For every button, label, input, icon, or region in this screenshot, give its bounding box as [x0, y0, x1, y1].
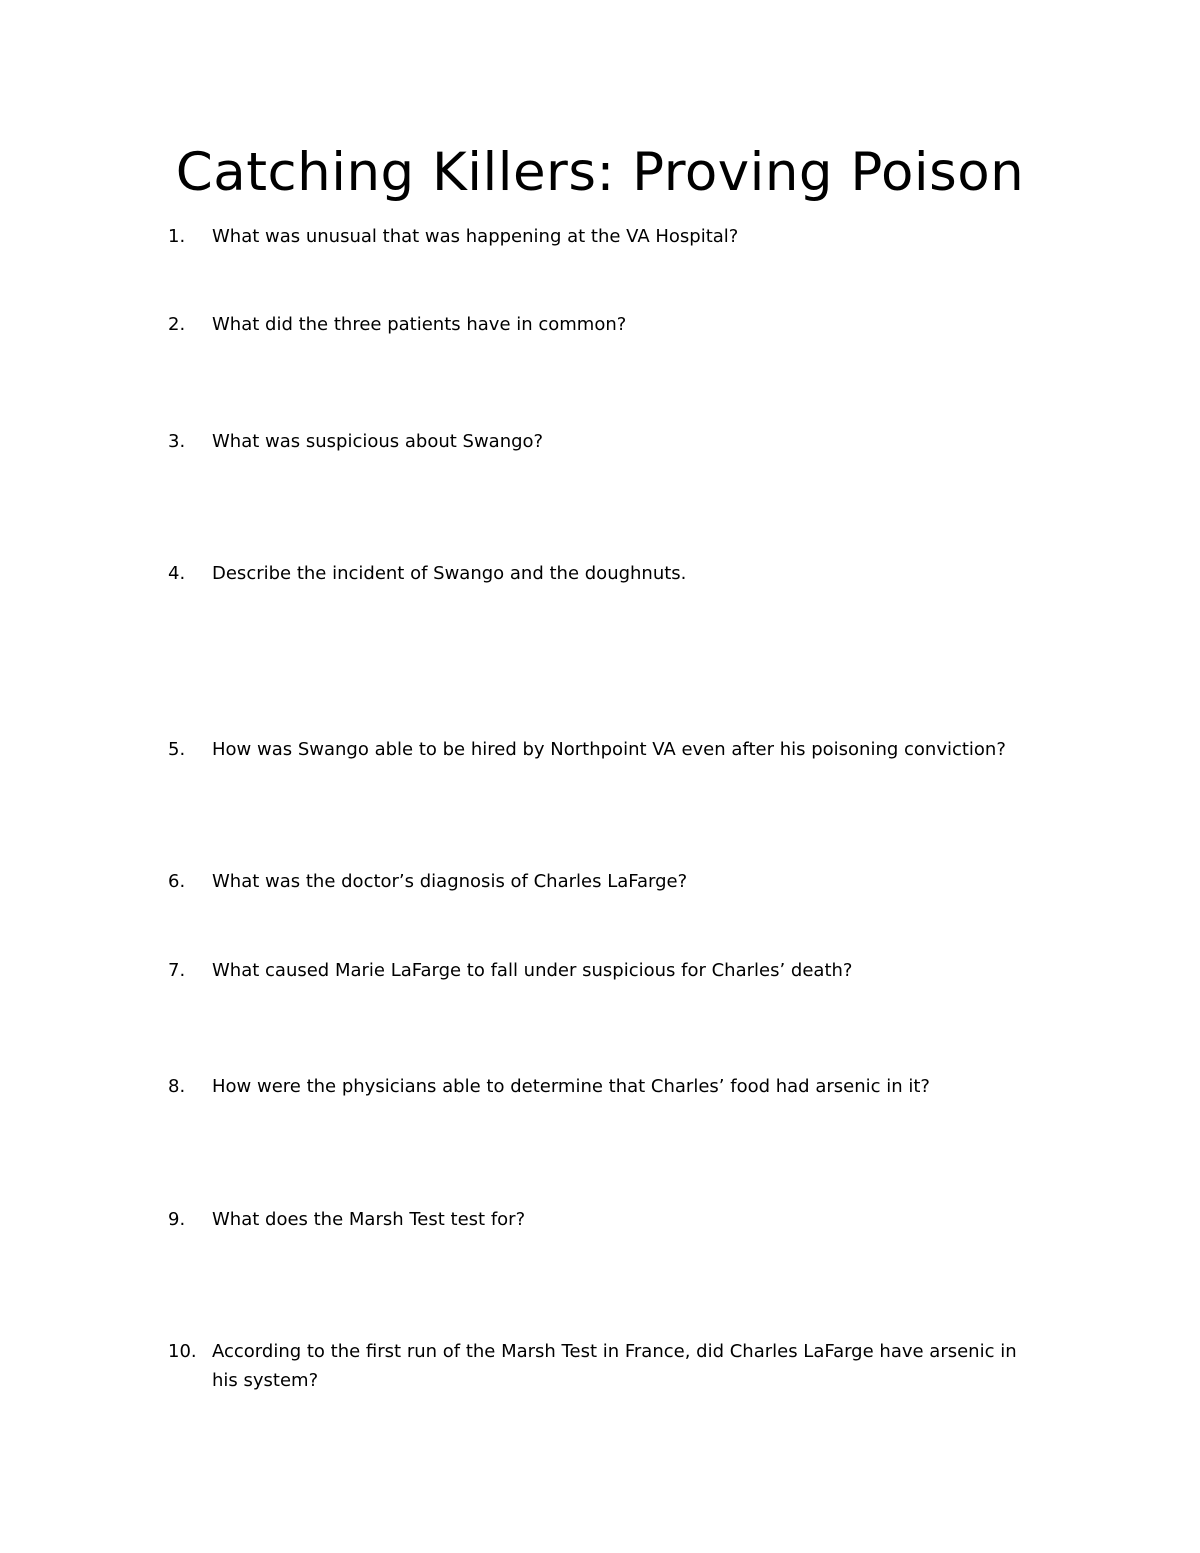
question-number: 2. [168, 314, 186, 335]
question-text: According to the first run of the Marsh Test in France, did Charles LaFarge have arsenic in his system? [212, 1341, 1017, 1391]
question-item [168, 956, 1028, 985]
question-text: What was suspicious about Swango? [212, 431, 544, 452]
question-number: 1. [168, 226, 186, 247]
question-item [168, 1205, 1028, 1234]
question-number: 5. [168, 739, 186, 760]
question-text: Describe the incident of Swango and the doughnuts. [212, 563, 687, 584]
question-number: 7. [168, 960, 186, 981]
question-item [168, 867, 1028, 896]
question-number: 8. [168, 1076, 186, 1097]
question-item [168, 735, 1028, 764]
question-number: 10. [168, 1341, 197, 1362]
question-item [168, 1337, 1028, 1395]
question-item [168, 310, 1028, 339]
question-text: What does the Marsh Test test for? [212, 1209, 526, 1230]
question-text: What was unusual that was happening at the VA Hospital? [212, 226, 739, 247]
question-item [168, 1072, 1028, 1101]
question-text: What did the three patients have in common? [212, 314, 627, 335]
page-title: Catching Killers: Proving Poison [175, 142, 1025, 203]
question-number: 9. [168, 1209, 186, 1230]
question-text: How were the physicians able to determine that Charles’ food had arsenic in it? [212, 1076, 930, 1097]
question-text: How was Swango able to be hired by Northpoint VA even after his poisoning conviction? [212, 739, 1006, 760]
question-number: 3. [168, 431, 186, 452]
question-text: What caused Marie LaFarge to fall under suspicious for Charles’ death? [212, 960, 853, 981]
question-item [168, 222, 1028, 251]
question-item [168, 427, 1028, 456]
question-item [168, 559, 1028, 588]
question-text: What was the doctor’s diagnosis of Charles LaFarge? [212, 871, 688, 892]
question-number: 6. [168, 871, 186, 892]
question-number: 4. [168, 563, 186, 584]
